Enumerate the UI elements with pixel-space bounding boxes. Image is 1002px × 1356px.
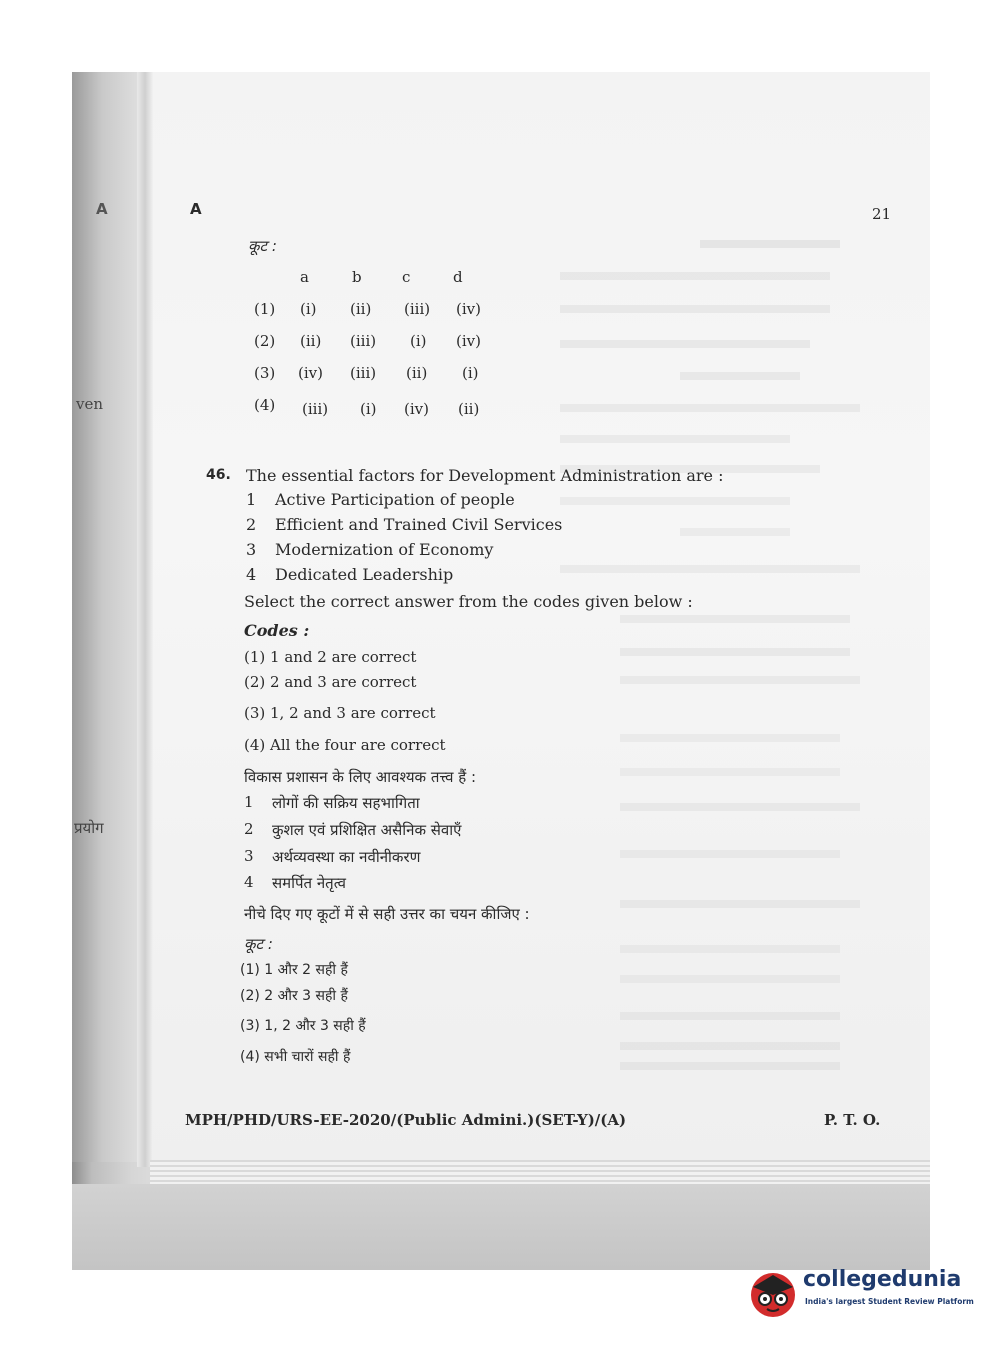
option-en-1: (1) 1 and 2 are correct: [244, 648, 417, 666]
question-stem-hi: विकास प्रशासन के लिए आवश्यक तत्त्व हैं :: [244, 768, 477, 786]
code-cell: (ii): [300, 332, 322, 350]
left-margin-word-1: ven: [76, 395, 104, 413]
question-number: 46.: [206, 467, 231, 483]
codes-header-b: b: [352, 268, 362, 286]
item-number: 3: [244, 847, 254, 865]
codes-header-c: c: [402, 268, 411, 286]
select-instruction-hi: नीचे दिए गए कूटों में से सही उत्तर का चयन कीजिए :: [244, 905, 530, 923]
codes-header-d: d: [453, 268, 463, 286]
option-en-3: (3) 1, 2 and 3 are correct: [244, 704, 436, 722]
code-cell: (iv): [456, 332, 481, 350]
left-page-section-letter: A: [96, 200, 108, 218]
option-en-4: (4) All the four are correct: [244, 736, 446, 754]
brand-name: collegedunia: [803, 1267, 962, 1292]
mascot-icon: [745, 1265, 801, 1321]
option-en-2: (2) 2 and 3 are correct: [244, 673, 417, 691]
code-cell: (iii): [350, 364, 377, 382]
brand-tagline: India's largest Student Review Platform: [805, 1297, 974, 1306]
code-row-num: (1): [254, 300, 276, 318]
bottom-shadow: [72, 1184, 930, 1270]
item-text-hi: समर्पित नेतृत्व: [272, 874, 347, 892]
code-cell: (i): [360, 400, 377, 418]
codes-header-a: a: [300, 268, 309, 286]
item-number: 1: [244, 793, 254, 811]
code-row-num: (4): [254, 396, 276, 414]
item-number: 2: [246, 515, 257, 534]
codes-label-hi: कूट :: [248, 237, 277, 255]
item-text-en: Dedicated Leadership: [275, 565, 454, 584]
footer-pto: P. T. O.: [824, 1111, 881, 1129]
item-text-en: Efficient and Trained Civil Services: [275, 515, 563, 534]
code-cell: (ii): [406, 364, 428, 382]
section-letter: A: [190, 200, 202, 218]
codes-label-en: Codes :: [244, 621, 310, 640]
code-cell: (iv): [456, 300, 481, 318]
left-margin-word-2: प्रयोग: [74, 819, 104, 837]
code-row-num: (2): [254, 332, 276, 350]
code-cell: (i): [410, 332, 427, 350]
item-number: 2: [244, 820, 254, 838]
item-text-en: Modernization of Economy: [275, 540, 494, 559]
collegedunia-logo: [745, 1265, 974, 1323]
option-hi-2: (2) 2 और 3 सही हैं: [240, 988, 348, 1004]
code-cell: (iv): [404, 400, 429, 418]
option-hi-4: (4) सभी चारों सही हैं: [240, 1049, 351, 1065]
code-cell: (i): [300, 300, 317, 318]
code-cell: (iii): [302, 400, 329, 418]
page-stack-edge: [150, 1160, 930, 1184]
code-cell: (iv): [298, 364, 323, 382]
question-stem-en: The essential factors for Development Administration are :: [246, 466, 724, 485]
select-instruction-en: Select the correct answer from the codes given below :: [244, 592, 693, 611]
book-gutter: [137, 72, 153, 1167]
codes-label-hi: कूट :: [244, 935, 273, 953]
option-hi-3: (3) 1, 2 और 3 सही हैं: [240, 1018, 366, 1034]
code-cell: (ii): [458, 400, 480, 418]
left-page-edge: [72, 72, 147, 1162]
item-text-hi: कुशल एवं प्रशिक्षित असैनिक सेवाएँ: [272, 821, 462, 839]
footer-exam-code: MPH/PHD/URS-EE-2020/(Public Admini.)(SET-Y)/(A): [185, 1111, 627, 1129]
code-cell: (iii): [350, 332, 377, 350]
item-number: 4: [244, 873, 254, 891]
item-text-hi: अर्थव्यवस्था का नवीनीकरण: [272, 848, 421, 866]
item-number: 4: [246, 565, 257, 584]
code-cell: (iii): [404, 300, 431, 318]
code-cell: (ii): [350, 300, 372, 318]
item-text-en: Active Participation of people: [275, 490, 515, 509]
page-number: 21: [872, 205, 892, 223]
item-number: 1: [246, 490, 257, 509]
item-text-hi: लोगों की सक्रिय सहभागिता: [272, 794, 420, 812]
item-number: 3: [246, 540, 257, 559]
option-hi-1: (1) 1 और 2 सही हैं: [240, 962, 348, 978]
code-cell: (i): [462, 364, 479, 382]
code-row-num: (3): [254, 364, 276, 382]
